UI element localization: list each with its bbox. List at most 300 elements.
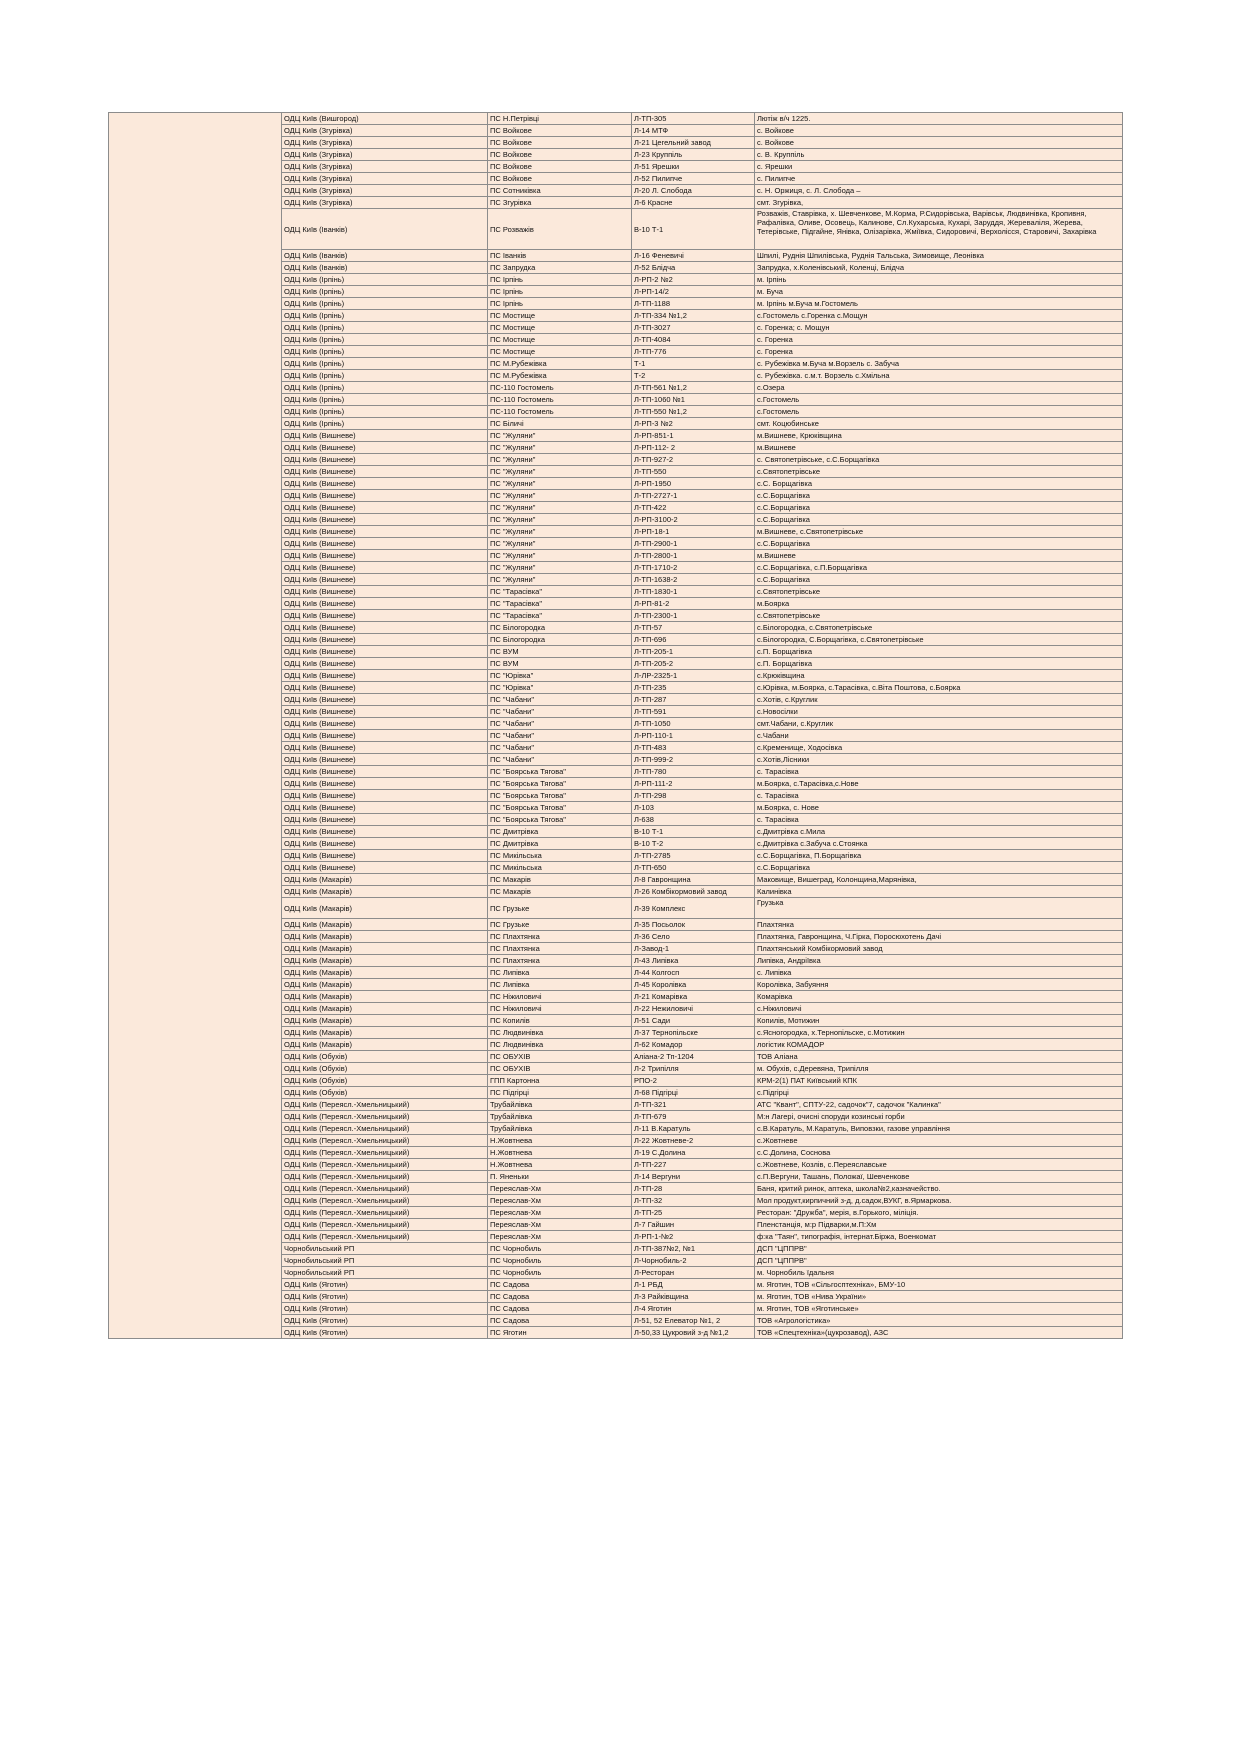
line-cell: Л-ТП-550 №1,2 [632, 406, 755, 418]
region-cell: ОДЦ Київ (Макарів) [282, 919, 488, 931]
line-cell: Л-16 Феневичі [632, 250, 755, 262]
substation-cell: ПС Ніжиловичі [488, 991, 632, 1003]
table-row [109, 113, 1123, 125]
line-cell: Л-52 Пилипче [632, 173, 755, 185]
region-cell: ОДЦ Київ (Яготин) [282, 1327, 488, 1339]
consumers-cell: с.П. Борщагівка [755, 658, 1123, 670]
line-cell: Л-РП-112- 2 [632, 442, 755, 454]
substation-cell: ПС Плахтянка [488, 943, 632, 955]
region-cell: ОДЦ Київ (Ірпінь) [282, 406, 488, 418]
consumers-cell: с. Горенка [755, 334, 1123, 346]
region-cell: ОДЦ Київ (Ірпінь) [282, 298, 488, 310]
consumers-cell: м.Вишневе, с.Святопетрівське [755, 526, 1123, 538]
substation-cell: ПС Садова [488, 1303, 632, 1315]
line-cell: Л-РП-3 №2 [632, 418, 755, 430]
line-cell: Л-ТП-483 [632, 742, 755, 754]
empty-first-column [109, 113, 282, 1339]
line-cell: Л-ТП-287 [632, 694, 755, 706]
substation-cell: ПС Людвинівка [488, 1039, 632, 1051]
region-cell: ОДЦ Київ (Вишневе) [282, 646, 488, 658]
consumers-cell: с.С.Борщагівка [755, 574, 1123, 586]
substation-cell: ПС Войкове [488, 149, 632, 161]
consumers-cell: с.Юрівка, м.Боярка, с.Тарасівка, с.Віта Поштова, с.Боярка [755, 682, 1123, 694]
line-cell: Л-ТП-927-2 [632, 454, 755, 466]
consumers-cell: с.С.Борщагівка [755, 490, 1123, 502]
consumers-cell: с.Гостомель [755, 394, 1123, 406]
region-cell: ОДЦ Київ (Вишневе) [282, 550, 488, 562]
substation-cell: ПС Плахтянка [488, 955, 632, 967]
region-cell: ОДЦ Київ (Макарів) [282, 967, 488, 979]
substation-cell: ПС Ірпінь [488, 286, 632, 298]
region-cell: ОДЦ Київ (Вишневе) [282, 766, 488, 778]
line-cell: Л-РП-111-2 [632, 778, 755, 790]
region-cell: ОДЦ Київ (Яготин) [282, 1303, 488, 1315]
region-cell: ОДЦ Київ (Ірпінь) [282, 346, 488, 358]
line-cell: Л-103 [632, 802, 755, 814]
substation-cell: ПС Іванків [488, 250, 632, 262]
line-cell: Л-50,33 Цукровий з-д №1,2 [632, 1327, 755, 1339]
consumers-cell: Пленстанція, м:р Підварки,м.П:Хм [755, 1219, 1123, 1231]
region-cell: ОДЦ Київ (Обухів) [282, 1051, 488, 1063]
region-cell: ОДЦ Київ (Іванків) [282, 250, 488, 262]
consumers-cell: ДСП "ЦППРВ" [755, 1243, 1123, 1255]
region-cell: ОДЦ Київ (Ірпінь) [282, 322, 488, 334]
substation-cell: ПС "Жуляни" [488, 574, 632, 586]
consumers-cell: с.Підгірці [755, 1087, 1123, 1099]
substation-cell: ПС Ірпінь [488, 298, 632, 310]
line-cell: Л-36 Село [632, 931, 755, 943]
line-cell: В-10 Т-1 [632, 209, 755, 250]
region-cell: ОДЦ Київ (Переясл.-Хмельницький) [282, 1135, 488, 1147]
region-cell: ОДЦ Київ (Згурівка) [282, 125, 488, 137]
substation-cell: ПС "Боярська Тягова" [488, 814, 632, 826]
consumers-cell: с.Святопетрівське [755, 466, 1123, 478]
substation-cell: ПС "Жуляни" [488, 478, 632, 490]
region-cell: ОДЦ Київ (Вишневе) [282, 718, 488, 730]
line-cell: Л-ТП-298 [632, 790, 755, 802]
region-cell: ОДЦ Київ (Іванків) [282, 262, 488, 274]
substation-cell: ПС Садова [488, 1315, 632, 1327]
region-cell: ОДЦ Київ (Макарів) [282, 931, 488, 943]
region-cell: ОДЦ Київ (Ірпінь) [282, 382, 488, 394]
substation-cell: ПС Копилів [488, 1015, 632, 1027]
line-cell: Л-ТП-561 №1,2 [632, 382, 755, 394]
line-cell: Л-ТП-227 [632, 1159, 755, 1171]
substation-cell: ПС Дмитрівка [488, 838, 632, 850]
line-cell: Л-ТП-2800-1 [632, 550, 755, 562]
region-cell: ОДЦ Київ (Вишгород) [282, 113, 488, 125]
consumers-cell: Мол продукт,кирпичний з-д, д.садок,ВУКГ, в.Ярмаркова. [755, 1195, 1123, 1207]
consumers-cell: с.Крюківщина [755, 670, 1123, 682]
consumers-cell: Комарівка [755, 991, 1123, 1003]
substation-cell: ПС "Боярська Тягова" [488, 766, 632, 778]
consumers-cell: с.Святопетрівське [755, 610, 1123, 622]
substation-cell: ПС Чорнобиль [488, 1243, 632, 1255]
consumers-cell: с.С.Борщагівка [755, 538, 1123, 550]
region-cell: ОДЦ Київ (Макарів) [282, 898, 488, 919]
region-cell: ОДЦ Київ (Вишневе) [282, 562, 488, 574]
substation-cell: Переяслав-Хм [488, 1231, 632, 1243]
region-cell: ОДЦ Київ (Переясл.-Хмельницький) [282, 1111, 488, 1123]
line-cell: Л-14 Вергуни [632, 1171, 755, 1183]
substation-cell: ПС Запрудка [488, 262, 632, 274]
consumers-cell: с. Н. Оржиця, с. Л. Слобода – [755, 185, 1123, 197]
consumers-cell: Плахтянський Комбікормовий завод [755, 943, 1123, 955]
line-cell: Л-ТП-28 [632, 1183, 755, 1195]
consumers-cell: с.Святопетрівське [755, 586, 1123, 598]
substation-cell: ПС Чорнобиль [488, 1255, 632, 1267]
region-cell: ОДЦ Київ (Переясл.-Хмельницький) [282, 1231, 488, 1243]
consumers-cell: м.Вишневе [755, 442, 1123, 454]
line-cell: Л-2 Трипілля [632, 1063, 755, 1075]
substation-cell: ПС Біличі [488, 418, 632, 430]
region-cell: ОДЦ Київ (Вишневе) [282, 538, 488, 550]
consumers-cell: с. Липівка [755, 967, 1123, 979]
substation-cell: ПС Людвинівка [488, 1027, 632, 1039]
line-cell: Л-ТП-422 [632, 502, 755, 514]
consumers-cell: с.С. Борщагівка [755, 478, 1123, 490]
line-cell: Л-52 Блідча [632, 262, 755, 274]
region-cell: ОДЦ Київ (Згурівка) [282, 161, 488, 173]
region-cell: ОДЦ Київ (Яготин) [282, 1279, 488, 1291]
consumers-cell: с.Білогородка, с.Святопетрівське [755, 622, 1123, 634]
region-cell: ОДЦ Київ (Вишневе) [282, 670, 488, 682]
substation-cell: ПС Войкове [488, 173, 632, 185]
line-cell: Л-ТП-3027 [632, 322, 755, 334]
line-cell: Т-1 [632, 358, 755, 370]
consumers-cell: с.Гостомель с.Горенка с.Мощун [755, 310, 1123, 322]
region-cell: ОДЦ Київ (Вишневе) [282, 526, 488, 538]
consumers-cell: м.Боярка, с. Нове [755, 802, 1123, 814]
line-cell: Л-43 Липівка [632, 955, 755, 967]
consumers-cell: с. Тарасівка [755, 766, 1123, 778]
line-cell: Л-26 Комбікормовий завод [632, 886, 755, 898]
consumers-cell: с. Пилипче [755, 173, 1123, 185]
line-cell: Л-1 РБД [632, 1279, 755, 1291]
line-cell: Л-638 [632, 814, 755, 826]
region-cell: ОДЦ Київ (Вишневе) [282, 454, 488, 466]
line-cell: Л-39 Комплекс [632, 898, 755, 919]
line-cell: Л-ТП-205-1 [632, 646, 755, 658]
substation-cell: ПС Чорнобиль [488, 1267, 632, 1279]
substation-cell: ПС ВУМ [488, 658, 632, 670]
consumers-cell: м. Буча [755, 286, 1123, 298]
substation-cell: ПС "Чабани" [488, 742, 632, 754]
line-cell: Л-РП-1-№2 [632, 1231, 755, 1243]
substation-cell: ПС Розважів [488, 209, 632, 250]
substation-cell: ПС "Боярська Тягова" [488, 802, 632, 814]
consumers-cell: с.Жовтневе, Козлів, с.Переяславське [755, 1159, 1123, 1171]
substation-cell: ПС "Чабани" [488, 730, 632, 742]
substation-cell: ПС Яготин [488, 1327, 632, 1339]
line-cell: Л-РП-851-1 [632, 430, 755, 442]
line-cell: Л-6 Красне [632, 197, 755, 209]
line-cell: Л-ТП-591 [632, 706, 755, 718]
line-cell: Л-РП-2 №2 [632, 274, 755, 286]
consumers-cell: логістик КОМАДОР [755, 1039, 1123, 1051]
line-cell: Л-РП-81-2 [632, 598, 755, 610]
consumers-cell: с.С.Борщагівка [755, 862, 1123, 874]
line-cell: Л-ТП-2727-1 [632, 490, 755, 502]
substation-cell: ПС Войкове [488, 137, 632, 149]
region-cell: ОДЦ Київ (Переясл.-Хмельницький) [282, 1219, 488, 1231]
region-cell: ОДЦ Київ (Макарів) [282, 886, 488, 898]
region-cell: ОДЦ Київ (Ірпінь) [282, 310, 488, 322]
consumers-cell: смт.Чабани, с.Круглик [755, 718, 1123, 730]
region-cell: ОДЦ Київ (Ірпінь) [282, 334, 488, 346]
consumers-cell: с. Ярешки [755, 161, 1123, 173]
region-cell: ОДЦ Київ (Яготин) [282, 1315, 488, 1327]
consumers-cell: АТС "Квант", СПТУ-22, садочок"7, садочок "Калинка" [755, 1099, 1123, 1111]
substation-cell: ПС-110 Гостомель [488, 382, 632, 394]
line-cell: РПО-2 [632, 1075, 755, 1087]
consumers-cell: с.П.Вергуни, Ташань, Положаї, Шевченкове [755, 1171, 1123, 1183]
consumers-cell: с.П. Борщагівка [755, 646, 1123, 658]
region-cell: ОДЦ Київ (Ірпінь) [282, 274, 488, 286]
substation-cell: Н.Жовтнева [488, 1135, 632, 1147]
consumers-cell: с.Новосілки [755, 706, 1123, 718]
region-cell: ОДЦ Київ (Вишневе) [282, 706, 488, 718]
region-cell: ОДЦ Київ (Згурівка) [282, 149, 488, 161]
region-cell: ОДЦ Київ (Іванків) [282, 209, 488, 250]
substation-cell: ГПП Картонна [488, 1075, 632, 1087]
line-cell: Л-Завод-1 [632, 943, 755, 955]
line-cell: Л-ТП-305 [632, 113, 755, 125]
substation-cell: Трубайлівка [488, 1111, 632, 1123]
consumers-cell: м. Яготин, ТОВ «Сільгосптехніка», БМУ-10 [755, 1279, 1123, 1291]
region-cell: ОДЦ Київ (Вишневе) [282, 598, 488, 610]
region-cell: ОДЦ Київ (Вишневе) [282, 694, 488, 706]
substation-cell: Переяслав-Хм [488, 1195, 632, 1207]
region-cell: ОДЦ Київ (Вишневе) [282, 862, 488, 874]
line-cell: Л-7 Гайшин [632, 1219, 755, 1231]
region-cell: ОДЦ Київ (Переясл.-Хмельницький) [282, 1195, 488, 1207]
region-cell: ОДЦ Київ (Згурівка) [282, 173, 488, 185]
substation-cell: ПС Мостище [488, 310, 632, 322]
line-cell: Л-3 Райківщина [632, 1291, 755, 1303]
substation-cell: ПС Підгірці [488, 1087, 632, 1099]
region-cell: ОДЦ Київ (Макарів) [282, 955, 488, 967]
line-cell: Л-ТП-2300-1 [632, 610, 755, 622]
region-cell: ОДЦ Київ (Згурівка) [282, 185, 488, 197]
consumers-cell: с. Горенка; с. Мощун [755, 322, 1123, 334]
line-cell: Л-ТП-2900-1 [632, 538, 755, 550]
substation-cell: ПС "Жуляни" [488, 526, 632, 538]
line-cell: Л-ТП-235 [632, 682, 755, 694]
line-cell: Л-ТП-696 [632, 634, 755, 646]
line-cell: Т-2 [632, 370, 755, 382]
consumers-cell: м.Боярка, с.Тарасівка,с.Нове [755, 778, 1123, 790]
region-cell: ОДЦ Київ (Вишневе) [282, 442, 488, 454]
substation-cell: ПС Макарів [488, 874, 632, 886]
line-cell: Л-ТП-776 [632, 346, 755, 358]
line-cell: Л-ТП-321 [632, 1099, 755, 1111]
consumers-cell: с.Чабани [755, 730, 1123, 742]
substation-cell: ПС Білогородка [488, 622, 632, 634]
substation-cell: ПС ОБУХІВ [488, 1051, 632, 1063]
region-cell: ОДЦ Київ (Переясл.-Хмельницький) [282, 1147, 488, 1159]
consumers-cell: КРМ-2(1) ПАТ Київський КПК [755, 1075, 1123, 1087]
line-cell: Л-ТП-57 [632, 622, 755, 634]
consumers-cell: Плахтянка [755, 919, 1123, 931]
region-cell: ОДЦ Київ (Згурівка) [282, 197, 488, 209]
substation-cell: Н.Жовтнева [488, 1159, 632, 1171]
consumers-cell: Маковище, Вишеград, Колонщина,Марянівка, [755, 874, 1123, 886]
region-cell: ОДЦ Київ (Обухів) [282, 1075, 488, 1087]
consumers-cell: Плахтянка, Гавронщина, Ч.Гірка, Поросюхотень Дачі [755, 931, 1123, 943]
region-cell: ОДЦ Київ (Вишневе) [282, 850, 488, 862]
substation-cell: ПС "Жуляни" [488, 502, 632, 514]
substation-cell: Трубайлівка [488, 1099, 632, 1111]
line-cell: Л-62 Комадор [632, 1039, 755, 1051]
consumers-cell: ф:ка "Таян", типографія, інтернат.Біржа, Военкомат [755, 1231, 1123, 1243]
line-cell: Л-РП-14/2 [632, 286, 755, 298]
consumers-cell: с.С.Борщагівка, П.Борщагівка [755, 850, 1123, 862]
region-cell: ОДЦ Київ (Обухів) [282, 1063, 488, 1075]
line-cell: Л-ТП-550 [632, 466, 755, 478]
consumers-cell: Липівка, Андріївка [755, 955, 1123, 967]
region-cell: ОДЦ Київ (Вишневе) [282, 802, 488, 814]
line-cell: Л-ТП-4084 [632, 334, 755, 346]
substation-cell: Н.Жовтнева [488, 1147, 632, 1159]
consumers-cell: М:н Лагері, очисні споруди козинські горби [755, 1111, 1123, 1123]
substation-cell: ПС "Жуляни" [488, 454, 632, 466]
substation-cell: Переяслав-Хм [488, 1219, 632, 1231]
region-cell: ОДЦ Київ (Макарів) [282, 1003, 488, 1015]
line-cell: Л-14 МТФ [632, 125, 755, 137]
substation-cell: ПС "Жуляни" [488, 538, 632, 550]
consumers-cell: Грузька [755, 898, 1123, 919]
consumers-cell: м.Боярка [755, 598, 1123, 610]
consumers-cell: смт. Згурівка, [755, 197, 1123, 209]
region-cell: ОДЦ Київ (Вишневе) [282, 478, 488, 490]
substation-cell: Переяслав-Хм [488, 1207, 632, 1219]
consumers-cell: с.С.Борщагівка [755, 514, 1123, 526]
line-cell: Л-21 Цегельний завод [632, 137, 755, 149]
region-cell: ОДЦ Київ (Вишневе) [282, 790, 488, 802]
consumers-cell: с.Кременище, Ходосівка [755, 742, 1123, 754]
region-cell: ОДЦ Київ (Вишневе) [282, 730, 488, 742]
substation-cell: ПС Войкове [488, 161, 632, 173]
substation-cell: ПС "Жуляни" [488, 514, 632, 526]
line-cell: Л-ТП-679 [632, 1111, 755, 1123]
substation-cell: ПС Грузьке [488, 919, 632, 931]
substation-cell: ПС Ніжиловичі [488, 1003, 632, 1015]
region-cell: ОДЦ Київ (Макарів) [282, 979, 488, 991]
substation-cell: ПС Мостище [488, 322, 632, 334]
consumers-cell: м.Вишневе [755, 550, 1123, 562]
region-cell: ОДЦ Київ (Вишневе) [282, 574, 488, 586]
region-cell: ОДЦ Київ (Яготин) [282, 1291, 488, 1303]
region-cell: ОДЦ Київ (Вишневе) [282, 430, 488, 442]
region-cell: ОДЦ Київ (Обухів) [282, 1087, 488, 1099]
substation-cell: Переяслав-Хм [488, 1183, 632, 1195]
line-cell: Л-Ресторан [632, 1267, 755, 1279]
substation-cell: ПС "Чабани" [488, 718, 632, 730]
line-cell: Л-21 Комарівка [632, 991, 755, 1003]
data-table [108, 112, 1123, 1339]
region-cell: ОДЦ Київ (Переясл.-Хмельницький) [282, 1123, 488, 1135]
line-cell: Л-35 Посьолок [632, 919, 755, 931]
substation-cell: ПС "Тарасівка" [488, 586, 632, 598]
substation-cell: ПС Микільська [488, 850, 632, 862]
region-cell: ОДЦ Київ (Ірпінь) [282, 286, 488, 298]
consumers-cell: ТОВ Аліана [755, 1051, 1123, 1063]
substation-cell: ПС-110 Гостомель [488, 394, 632, 406]
consumers-cell: с.Хотів,Лісники [755, 754, 1123, 766]
substation-cell: ПС ВУМ [488, 646, 632, 658]
region-cell: ОДЦ Київ (Ірпінь) [282, 418, 488, 430]
region-cell: ОДЦ Київ (Макарів) [282, 991, 488, 1003]
substation-cell: ПС "Чабани" [488, 694, 632, 706]
region-cell: ОДЦ Київ (Вишневе) [282, 610, 488, 622]
line-cell: Л-ТП-999-2 [632, 754, 755, 766]
region-cell: ОДЦ Київ (Ірпінь) [282, 394, 488, 406]
substation-cell: ПС Н.Петрівці [488, 113, 632, 125]
consumers-cell: с. Горенка [755, 346, 1123, 358]
line-cell: Л-22 Жовтневе-2 [632, 1135, 755, 1147]
consumers-cell: м.Вишневе, Крюківщина [755, 430, 1123, 442]
line-cell: Л-23 Круппіль [632, 149, 755, 161]
consumers-cell: Баня, критий ринок, аптека, школа№2,казначейство. [755, 1183, 1123, 1195]
consumers-cell: Шпилі, Руднія Шпилівська, Руднія Тальська, Зимовище, Леонівка [755, 250, 1123, 262]
line-cell: Л-ТП-1830-1 [632, 586, 755, 598]
substation-cell: ПС "Боярська Тягова" [488, 778, 632, 790]
region-cell: ОДЦ Київ (Вишневе) [282, 586, 488, 598]
region-cell: ОДЦ Київ (Вишневе) [282, 514, 488, 526]
line-cell: Л-ТП-25 [632, 1207, 755, 1219]
line-cell: Л-ТП-32 [632, 1195, 755, 1207]
region-cell: ОДЦ Київ (Переясл.-Хмельницький) [282, 1207, 488, 1219]
consumers-cell: м. Яготин, ТОВ «Нива України» [755, 1291, 1123, 1303]
substation-cell: ПС "Жуляни" [488, 490, 632, 502]
substation-cell: ПС М.Рубежівка [488, 358, 632, 370]
line-cell: Л-ТП-650 [632, 862, 755, 874]
consumers-cell: с.Дмитрівка с.Забуча с.Стоянка [755, 838, 1123, 850]
region-cell: ОДЦ Київ (Ірпінь) [282, 358, 488, 370]
substation-cell: ПС Білогородка [488, 634, 632, 646]
consumers-cell: с.Жовтневе [755, 1135, 1123, 1147]
substation-cell: ПС "Юрівка" [488, 670, 632, 682]
substation-cell: ПС Липівка [488, 979, 632, 991]
consumers-cell: Копилів, Мотижин [755, 1015, 1123, 1027]
consumers-cell: Лютіж в/ч 1225. [755, 113, 1123, 125]
region-cell: Чорнобильський РП [282, 1243, 488, 1255]
consumers-cell: с.Ніжиловичі [755, 1003, 1123, 1015]
substation-cell: ПС Макарів [488, 886, 632, 898]
region-cell: ОДЦ Київ (Вишневе) [282, 622, 488, 634]
region-cell: ОДЦ Київ (Переясл.-Хмельницький) [282, 1183, 488, 1195]
substation-cell: ПС "Жуляни" [488, 466, 632, 478]
line-cell: Л-11 В.Каратуль [632, 1123, 755, 1135]
consumers-cell: с.Ясногородка, х.Тернопільске, с.Мотижин [755, 1027, 1123, 1039]
consumers-cell: ДСП "ЦППРВ" [755, 1255, 1123, 1267]
line-cell: Л-ТП-1050 [632, 718, 755, 730]
region-cell: ОДЦ Київ (Вишневе) [282, 634, 488, 646]
substation-cell: ПС Грузьке [488, 898, 632, 919]
table-body [109, 113, 1123, 1339]
substation-cell: ПС-110 Гостомель [488, 406, 632, 418]
region-cell: ОДЦ Київ (Переясл.-Хмельницький) [282, 1159, 488, 1171]
substation-cell: ПС "Юрівка" [488, 682, 632, 694]
substation-cell: ПС "Жуляни" [488, 442, 632, 454]
region-cell: ОДЦ Київ (Макарів) [282, 1027, 488, 1039]
line-cell: Л-ТП-334 №1,2 [632, 310, 755, 322]
consumers-cell: ТОВ «Агрологістика» [755, 1315, 1123, 1327]
substation-cell: ПС "Чабани" [488, 706, 632, 718]
substation-cell: ПС "Чабани" [488, 754, 632, 766]
line-cell: Аліана-2 Тп-1204 [632, 1051, 755, 1063]
